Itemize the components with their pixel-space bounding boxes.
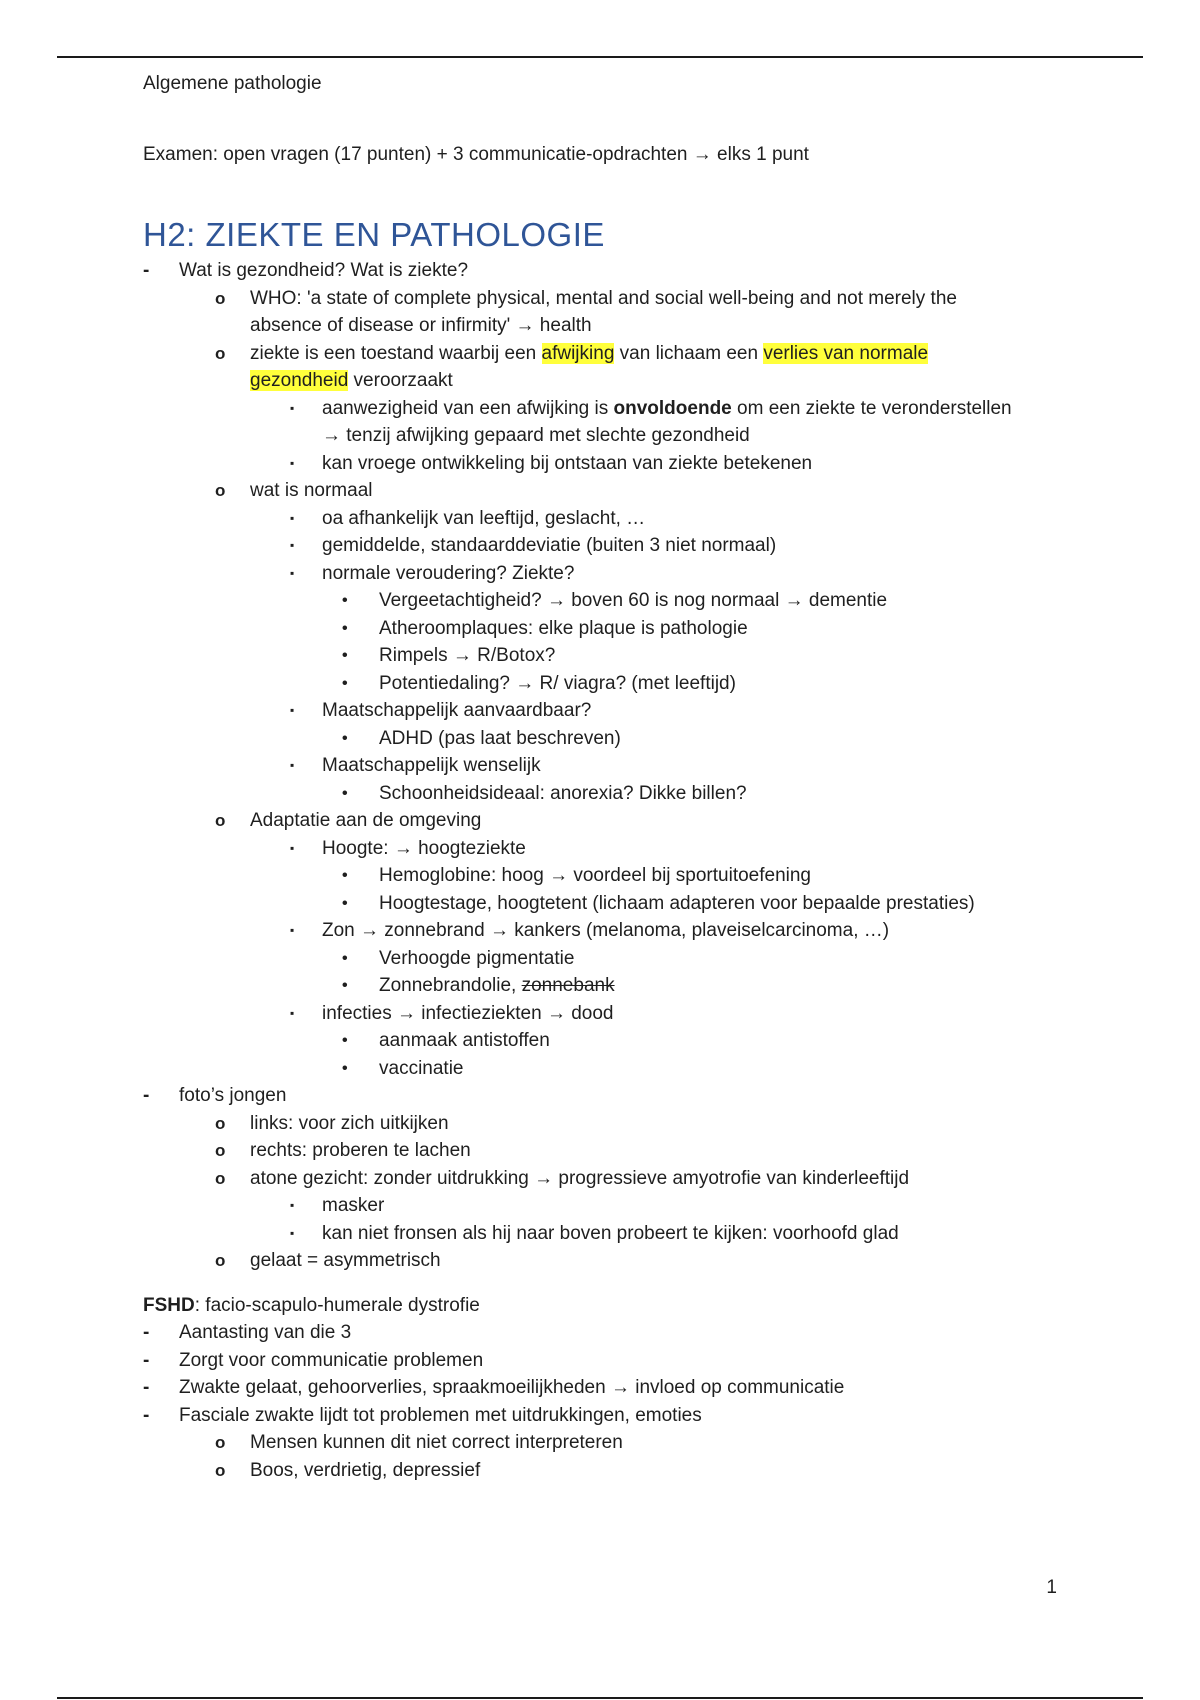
section-heading: H2: ZIEKTE EN PATHOLOGIE: [143, 216, 605, 253]
bold-text: FSHD: [143, 1294, 195, 1316]
square-bullet: ▪: [290, 758, 295, 772]
dot-bullet: •: [342, 977, 348, 994]
list-item-continuation: gezondheid veroorzaakt: [250, 370, 453, 391]
square-bullet: ▪: [290, 1005, 295, 1020]
list-item: - Wat is gezondheid? Wat is ziekte?: [143, 257, 1143, 285]
list-item: ▪ masker: [143, 1192, 1143, 1220]
list-item: • Rimpels → R/Botox?: [143, 642, 1143, 670]
list-item: o Boos, verdrietig, depressief: [143, 1457, 1143, 1485]
fshd-paragraph: FSHD: facio-scapulo-humerale dystrofie: [143, 1294, 480, 1316]
document-title: Algemene pathologie: [143, 73, 322, 94]
dash-bullet: -: [143, 1349, 150, 1371]
list-item: ▪ Maatschappelijk aanvaardbaar?: [143, 697, 1143, 725]
list-item: • Zonnebrandolie, zonnebank: [143, 972, 1143, 1000]
list-item: ▪ Hoogte: → hoogteziekte: [143, 835, 1143, 863]
list-item: • vaccinatie: [143, 1055, 1143, 1083]
circle-bullet: o: [215, 1460, 226, 1480]
highlighted-text: gezondheid: [250, 370, 349, 391]
list-item: ▪ Zon → zonnebrand → kankers (melanoma, plaveiselcarcinoma, …): [143, 917, 1143, 945]
list-item: • Schoonheidsideaal: anorexia? Dikke billen?: [143, 780, 1143, 808]
list-item: o links: voor zich uitkijken: [143, 1110, 1143, 1138]
square-bullet: ▪: [290, 510, 295, 525]
dot-bullet: •: [342, 674, 348, 692]
circle-bullet: o: [215, 481, 226, 500]
list-item: • Potentiedaling? → R/ viagra? (met leeftijd): [143, 670, 1143, 698]
list-item: - Zwakte gelaat, gehoorverlies, spraakmoeilijkheden → invloed op communicatie: [143, 1374, 1143, 1402]
bold-text: onvoldoende: [613, 397, 732, 419]
list-item: • Hemoglobine: hoog → voordeel bij sportuitoefening: [143, 862, 1143, 890]
list-item: • Vergeetachtigheid? → boven 60 is nog normaal → dementie: [143, 587, 1143, 615]
circle-bullet: o: [215, 1113, 226, 1133]
list-item: - foto’s jongen: [143, 1082, 1143, 1110]
list-item: - Fasciale zwakte lijdt tot problemen met uitdrukkingen, emoties: [143, 1402, 1143, 1430]
list-item: ▪ kan vroege ontwikkeling bij ontstaan van ziekte betekenen: [143, 450, 1143, 478]
square-bullet: ▪: [290, 1225, 295, 1240]
square-bullet: ▪: [290, 538, 295, 552]
list-item: ▪ aanwezigheid van een afwijking is onvoldoende om een ziekte te veronderstellen: [143, 395, 1143, 423]
list-item: ▪ normale veroudering? Ziekte?: [143, 560, 1143, 588]
square-bullet: ▪: [290, 840, 295, 855]
list-item: • Atheroomplaques: elke plaque is pathologie: [143, 615, 1143, 643]
dot-bullet: •: [342, 647, 348, 664]
list-item: • ADHD (pas laat beschreven): [143, 725, 1143, 753]
document-body: [143, 70, 1143, 1484]
dash-bullet: -: [143, 1322, 150, 1343]
dot-bullet: •: [342, 784, 348, 802]
dash-bullet: -: [143, 260, 150, 281]
exam-info: Examen: open vragen (17 punten) + 3 communicatie-opdrachten → elks 1 punt: [143, 143, 809, 165]
circle-bullet: o: [215, 1251, 226, 1270]
list-item: o Adaptatie aan de omgeving: [143, 807, 1143, 835]
dot-bullet: •: [342, 592, 348, 609]
dash-bullet: -: [143, 1085, 150, 1106]
square-bullet: ▪: [290, 565, 295, 580]
highlighted-text: afwijking: [541, 342, 615, 364]
list-item: • Hoogtestage, hoogtetent (lichaam adapteren voor bepaalde prestaties): [143, 890, 1143, 918]
highlighted-text: verlies van normale: [763, 342, 929, 364]
header-rule: [57, 56, 1143, 58]
list-item: - Aantasting van die 3: [143, 1319, 1143, 1347]
list-item: ▪ gemiddelde, standaarddeviatie (buiten 3 niet normaal): [143, 532, 1143, 560]
list-item: ▪ Maatschappelijk wenselijk: [143, 752, 1143, 780]
list-item: o WHO: 'a state of complete physical, mental and social well-being and not merely the: [143, 285, 1143, 313]
dash-bullet: -: [143, 1404, 150, 1426]
dot-bullet: •: [342, 867, 348, 884]
list-item: o atone gezicht: zonder uitdrukking → progressieve amyotrofie van kinderleeftijd: [143, 1165, 1143, 1193]
footer-rule: [57, 1697, 1143, 1699]
list-item: ▪ oa afhankelijk van leeftijd, geslacht, …: [143, 505, 1143, 533]
list-item: ▪ infecties → infectieziekten → dood: [143, 1000, 1143, 1028]
square-bullet: ▪: [290, 703, 295, 717]
dot-bullet: •: [342, 729, 348, 747]
list-item: o ziekte is een toestand waarbij een afwijking van lichaam een verlies van normale: [143, 340, 1143, 368]
list-item: o rechts: proberen te lachen: [143, 1137, 1143, 1165]
list-item-continuation: absence of disease or infirmity' → health: [250, 315, 592, 336]
circle-bullet: o: [215, 1433, 226, 1452]
dot-bullet: •: [342, 1032, 348, 1049]
square-bullet: ▪: [290, 400, 295, 415]
list-item: • Verhoogde pigmentatie: [143, 945, 1143, 973]
list-item: - Zorgt voor communicatie problemen: [143, 1347, 1143, 1375]
square-bullet: ▪: [290, 923, 295, 937]
list-item: o gelaat = asymmetrisch: [143, 1247, 1143, 1275]
list-item: o Mensen kunnen dit niet correct interpreteren: [143, 1429, 1143, 1457]
square-bullet: ▪: [290, 455, 295, 470]
dash-bullet: -: [143, 1377, 150, 1398]
dot-bullet: •: [342, 1059, 348, 1077]
square-bullet: ▪: [290, 1198, 295, 1212]
list-item: o wat is normaal: [143, 477, 1143, 505]
circle-bullet: o: [215, 811, 226, 830]
circle-bullet: o: [215, 288, 226, 308]
dot-bullet: •: [342, 949, 348, 967]
circle-bullet: o: [215, 1168, 226, 1188]
dot-bullet: •: [342, 894, 348, 912]
list-item-continuation: → tenzij afwijking gepaard met slechte gezondheid: [322, 425, 750, 446]
list-item: ▪ kan niet fronsen als hij naar boven probeert te kijken: voorhoofd glad: [143, 1220, 1143, 1248]
circle-bullet: o: [215, 343, 226, 363]
circle-bullet: o: [215, 1141, 226, 1160]
page-number: 1: [1046, 1577, 1057, 1598]
strikethrough-text: zonnebank: [521, 975, 615, 996]
dot-bullet: •: [342, 619, 348, 637]
list-item: • aanmaak antistoffen: [143, 1027, 1143, 1055]
